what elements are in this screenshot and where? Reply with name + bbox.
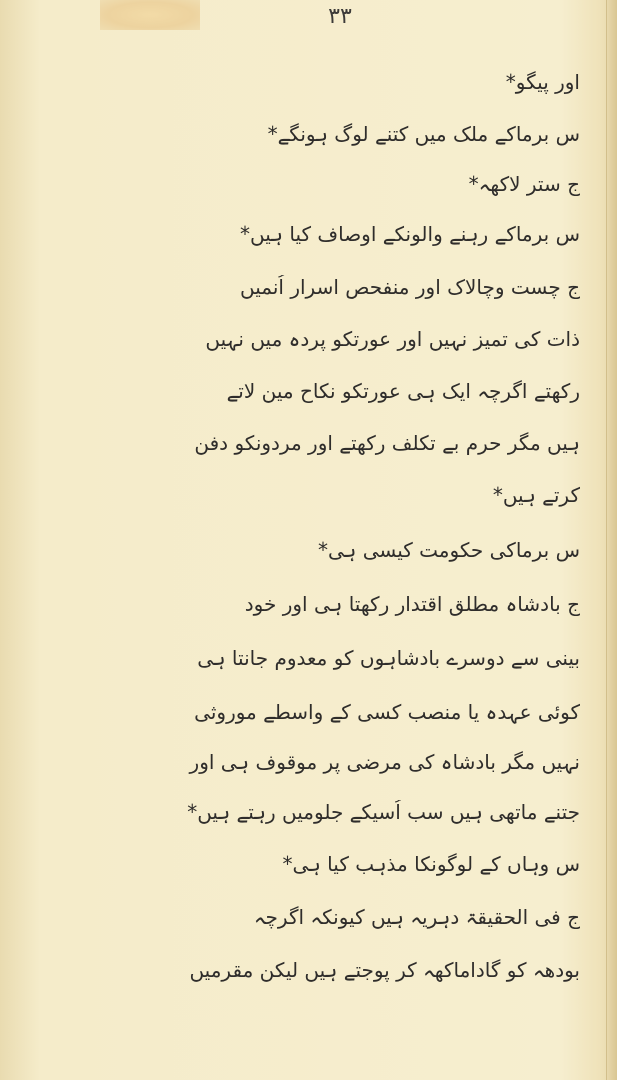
answer-line: ج بادشاہ مطلق اقتدار رکھتا ہی اور خود <box>244 592 580 616</box>
answer-line: ج چست وچالاک اور منفحص اسرار اُنمیں <box>240 275 580 299</box>
answer-line: ج ستر لاکھہ* <box>468 172 580 196</box>
page-number: ۳۳ <box>328 4 352 29</box>
text-line: بینی سے دوسرے بادشاہوں کو معدوم جانتا ہی <box>197 646 580 670</box>
text-line: ذات کی تمیز نہیں اور عورتکو پردہ میں نہیں <box>205 327 580 351</box>
text-line: ہیں مگر حرم بے تکلف رکھتے اور مردونکو دفن <box>194 431 580 455</box>
text-line: کوئی عہدہ یا منصب کسی کے واسطے موروثی <box>194 700 580 724</box>
question-line: س برماکی حکومت کیسی ہی* <box>318 538 580 562</box>
paper-stain <box>100 0 200 30</box>
question-line: س برماکے ملک میں کتنے لوگ ہونگے* <box>267 122 580 146</box>
page-edge <box>606 0 617 1080</box>
text-line: نہیں مگر بادشاہ کی مرضی پر موقوف ہی اور <box>189 750 580 774</box>
question-line: س وہاں کے لوگونکا مذہب کیا ہی* <box>282 852 580 876</box>
text-line: جتنے ماتھی ہیں سب اُسیکے جلومیں رہتے ہیں* <box>187 800 580 824</box>
question-line: س برماکے رہنے والونکے اوصاف کیا ہیں* <box>240 222 580 246</box>
text-line: بودھہ کو گاداماکھہ کر پوجتے ہیں لیکن مقرمیں <box>189 958 580 982</box>
answer-line: ج فی الحقیقۃ دہریہ ہیں کیونکہ اگرچہ <box>253 905 580 929</box>
text-line: اور پیگو* <box>505 70 580 94</box>
text-line: کرتے ہیں* <box>492 483 580 507</box>
text-line: رکھتے اگرچہ ایک ہی عورتکو نکاح مین لاتے <box>226 379 580 403</box>
